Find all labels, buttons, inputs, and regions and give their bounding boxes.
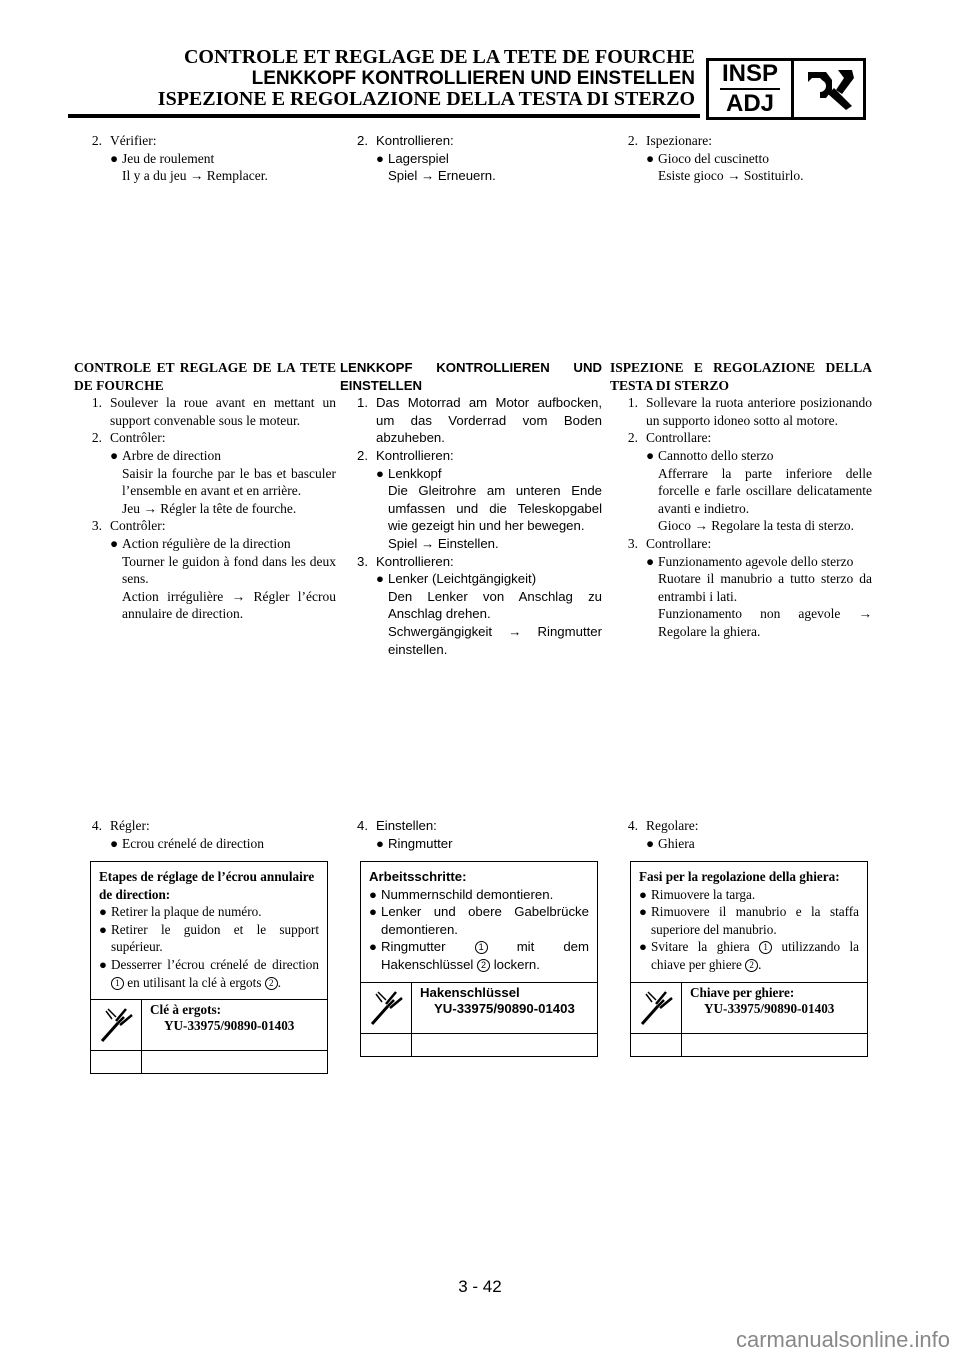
bullet-icon: ● — [646, 447, 655, 463]
insp-adj-badge — [706, 58, 866, 120]
it-s3-action: Funzionamento non agevole → Regolare la ghiera. — [658, 606, 872, 639]
it-s2-bullet: Cannotto dello sterzo — [658, 447, 774, 463]
it-tool-name: Chiave per ghiere: — [690, 984, 795, 1000]
header-titles — [158, 47, 695, 110]
it-box-item-2: Rimuovere il manubrio e la staffa superiore del manubrio. — [651, 904, 859, 937]
callout-2: 2 — [745, 959, 758, 972]
fr-box-item-3: Desserrer l’écrou crénelé de direction 1 en utilisant la clé à ergots 2 . — [111, 956, 319, 990]
fr-box-item-1: Retirer la plaque de numéro. — [111, 904, 262, 920]
bullet-icon: ● — [646, 835, 655, 851]
callout-2: 2 — [477, 959, 490, 972]
de-s2-bullet: Lenkkopf — [388, 465, 442, 481]
page-number: 3 - 42 — [458, 1277, 502, 1296]
de-s4-num: 4. — [357, 818, 368, 833]
de-tool-text — [412, 983, 583, 1033]
bullet-icon: ● — [369, 904, 377, 920]
fr-s3-num: 3. — [91, 518, 102, 534]
it-top-num: 2. — [627, 133, 638, 148]
bullet-icon: ● — [639, 939, 647, 955]
fr-top-num: 2. — [91, 133, 102, 148]
bullet-icon: ● — [376, 150, 384, 166]
de-heading: LENKKOPF KONTROLLIEREN UND EINSTELLEN — [340, 360, 602, 393]
fr-s3-text: Contrôler: — [110, 518, 166, 534]
fr-s3-desc: Tourner le guidon à fond dans les deux sens. — [122, 553, 336, 587]
de-s3-desc: Den Lenker von Anschlag zu Anschlag drehen. — [388, 588, 602, 622]
it-s2-desc: Afferrare la parte inferiore delle forcelle e farle oscillare delicatamente avanti e indietro. — [658, 465, 872, 516]
de-s4-bullet: Ringmutter — [388, 835, 453, 851]
fr-s1-text: Soulever la roue avant en mettant un support convenable sous le moteur. — [110, 395, 336, 428]
fr-top-bullet: Jeu de roulement — [122, 150, 215, 166]
fr-procedure-box — [90, 861, 328, 1074]
de-tool-name: Hakenschlüssel — [420, 984, 520, 1000]
de-s2-action: Spiel → Einstellen. — [388, 535, 499, 551]
header-rule — [68, 114, 700, 118]
de-step4 — [340, 817, 602, 852]
bullet-icon: ● — [369, 886, 377, 902]
de-tool-code: YU-33975/90890-01403 — [434, 1000, 575, 1016]
de-s3-num: 3. — [357, 553, 368, 569]
bullet-icon: ● — [376, 571, 384, 587]
bullet-icon: ● — [99, 956, 107, 972]
it-tool-row — [631, 982, 867, 1033]
de-s3-action: Schwergängigkeit → Ringmutter einstellen. — [388, 623, 602, 657]
fr-top-step-text: Vérifier: — [110, 133, 157, 148]
fr-s2-action: Jeu → Régler la tête de fourche. — [122, 500, 297, 516]
it-s2-text: Controllare: — [646, 430, 712, 446]
fr-s2-text: Contrôler: — [110, 430, 166, 446]
it-s2-num: 2. — [627, 430, 638, 446]
fr-box-item-2: Retirer le guidon et le support supérieur. — [111, 921, 319, 955]
it-top-step-text: Ispezionare: — [646, 133, 712, 148]
fr-step4 — [74, 817, 336, 852]
bullet-icon: ● — [376, 835, 384, 851]
it-top-line: Esiste gioco → Sostituirlo. — [658, 168, 804, 184]
fr-s3-action: Action irrégulière → Régler l’écrou annulaire de direction. — [122, 588, 336, 622]
badge-top: INSP — [721, 60, 778, 87]
fr-tool-row — [91, 999, 327, 1050]
de-s2-desc: Die Gleitrohre am unteren Ende umfassen und die Teleskopgabel wie gezeigt hin und her bewegen. — [388, 483, 602, 534]
de-top-num: 2. — [357, 133, 368, 148]
fr-s2-bullet: Arbre de direction — [122, 447, 221, 463]
callout-1: 1 — [111, 977, 124, 990]
fr-heading: CONTROLE ET REGLAGE DE LA TETE DE FOURCHE — [74, 360, 336, 393]
it-s3-text: Controllare: — [646, 535, 712, 551]
it-section — [610, 359, 872, 641]
it-box-item-3: Svitare la ghiera 1 utilizzando la chiave per ghiere 2 . — [651, 939, 860, 972]
de-top-bullet: Lagerspiel — [388, 150, 449, 166]
badge-bottom: ADJ — [725, 90, 774, 117]
fr-s3-bullet: Action régulière de la direction — [122, 535, 291, 551]
it-tool-text — [682, 983, 842, 1033]
bullet-icon: ● — [639, 904, 647, 920]
fr-s2-desc: Saisir la fourche par le bas et basculer l’ensemble en avant et en arrière. — [122, 465, 336, 499]
de-s1-num: 1. — [357, 395, 368, 411]
de-box-heading: Arbeitsschritte: — [369, 869, 467, 884]
it-box-tail — [631, 1033, 867, 1056]
de-s2-num: 2. — [357, 447, 368, 463]
fr-box-heading: Etapes de réglage de l’écrou annulaire de direction: — [99, 869, 315, 902]
it-s1-num: 1. — [627, 395, 638, 411]
fr-tool-name: Clé à ergots: — [150, 1002, 222, 1018]
it-procedure-box — [630, 861, 868, 1057]
special-tool-icon — [631, 983, 682, 1033]
de-s3-text: Kontrollieren: — [376, 553, 454, 569]
bullet-icon: ● — [110, 150, 119, 166]
callout-1: 1 — [759, 941, 772, 954]
de-box-item-2: Lenker und obere Gabelbrücke demontieren. — [381, 904, 589, 937]
fr-top-step — [74, 132, 336, 185]
bullet-icon: ● — [110, 835, 119, 851]
it-s3-desc: Ruotare il manubrio a tutto sterzo da entrambi i lati. — [658, 571, 872, 604]
it-s4-bullet: Ghiera — [658, 835, 695, 851]
it-top-step — [610, 132, 872, 185]
bullet-icon: ● — [110, 535, 119, 551]
it-s3-bullet: Funzionamento agevole dello sterzo — [658, 553, 854, 569]
de-s3-bullet: Lenker (Leichtgängigkeit) — [388, 571, 537, 587]
it-s4-num: 4. — [627, 818, 638, 833]
badge-text — [709, 61, 794, 117]
bullet-icon: ● — [639, 886, 647, 902]
it-s1-text: Sollevare la ruota anteriore posizionando un supporto idoneo sotto al motore. — [646, 395, 872, 428]
fr-section — [74, 359, 336, 623]
fr-box-tail — [91, 1050, 327, 1073]
title-de: LENKKOPF KONTROLLIEREN UND EINSTELLEN — [251, 68, 695, 89]
it-heading: ISPEZIONE E REGOLAZIONE DELLA TESTA DI STERZO — [610, 360, 872, 393]
de-procedure-box — [360, 861, 598, 1057]
de-tool-row — [361, 982, 597, 1033]
de-s4-text: Einstellen: — [376, 818, 437, 833]
bullet-icon: ● — [646, 553, 655, 569]
special-tool-icon — [91, 1000, 142, 1050]
title-it: ISPEZIONE E REGOLAZIONE DELLA TESTA DI STERZO — [157, 88, 695, 110]
callout-1: 1 — [475, 941, 488, 954]
fr-s4-text: Régler: — [110, 818, 150, 833]
it-top-bullet: Gioco del cuscinetto — [658, 150, 769, 166]
title-fr: CONTROLE ET REGLAGE DE LA TETE DE FOURCHE — [183, 46, 695, 68]
it-s3-num: 3. — [627, 535, 638, 551]
special-tool-icon — [361, 983, 412, 1033]
it-box-heading: Fasi per la regolazione della ghiera: — [639, 869, 840, 884]
de-s1-text: Das Motorrad am Motor aufbocken, um das Vorderrad vom Boden abzuheben. — [376, 395, 602, 446]
it-s4-text: Regolare: — [646, 818, 699, 833]
bullet-icon: ● — [646, 150, 655, 166]
fr-s1-num: 1. — [91, 395, 102, 411]
bullet-icon: ● — [369, 939, 377, 955]
fr-top-line: Il y a du jeu → Remplacer. — [122, 168, 268, 184]
de-top-step-text: Kontrollieren: — [376, 133, 454, 148]
watermark: carmanualsonline.info — [735, 1327, 950, 1352]
it-s2-action: Gioco → Regolare la testa di sterzo. — [658, 518, 855, 534]
de-top-step — [340, 132, 602, 185]
bullet-icon: ● — [99, 921, 107, 937]
de-box-tail — [361, 1033, 597, 1056]
bullet-icon: ● — [376, 465, 384, 481]
fr-tool-code: YU-33975/90890-01403 — [164, 1018, 295, 1034]
bullet-icon: ● — [110, 447, 119, 463]
bullet-icon: ● — [99, 904, 107, 920]
fr-s4-bullet: Ecrou crénelé de direction — [122, 835, 265, 851]
fr-s2-num: 2. — [91, 430, 102, 446]
wrench-tool-icon — [794, 61, 863, 117]
it-box-item-1: Rimuovere la targa. — [651, 886, 756, 902]
callout-2: 2 — [265, 977, 278, 990]
de-box-item-3: Ringmutter 1 mit dem Hakenschlüssel 2 lockern. — [381, 939, 590, 972]
de-s2-text: Kontrollieren: — [376, 447, 454, 463]
de-top-line: Spiel → Erneuern. — [388, 168, 496, 184]
de-section — [340, 359, 602, 658]
it-tool-code: YU-33975/90890-01403 — [704, 1000, 835, 1016]
it-step4 — [610, 817, 872, 852]
de-box-item-1: Nummernschild demontieren. — [381, 886, 554, 902]
fr-s4-num: 4. — [91, 818, 102, 833]
fr-tool-text — [142, 1000, 302, 1050]
